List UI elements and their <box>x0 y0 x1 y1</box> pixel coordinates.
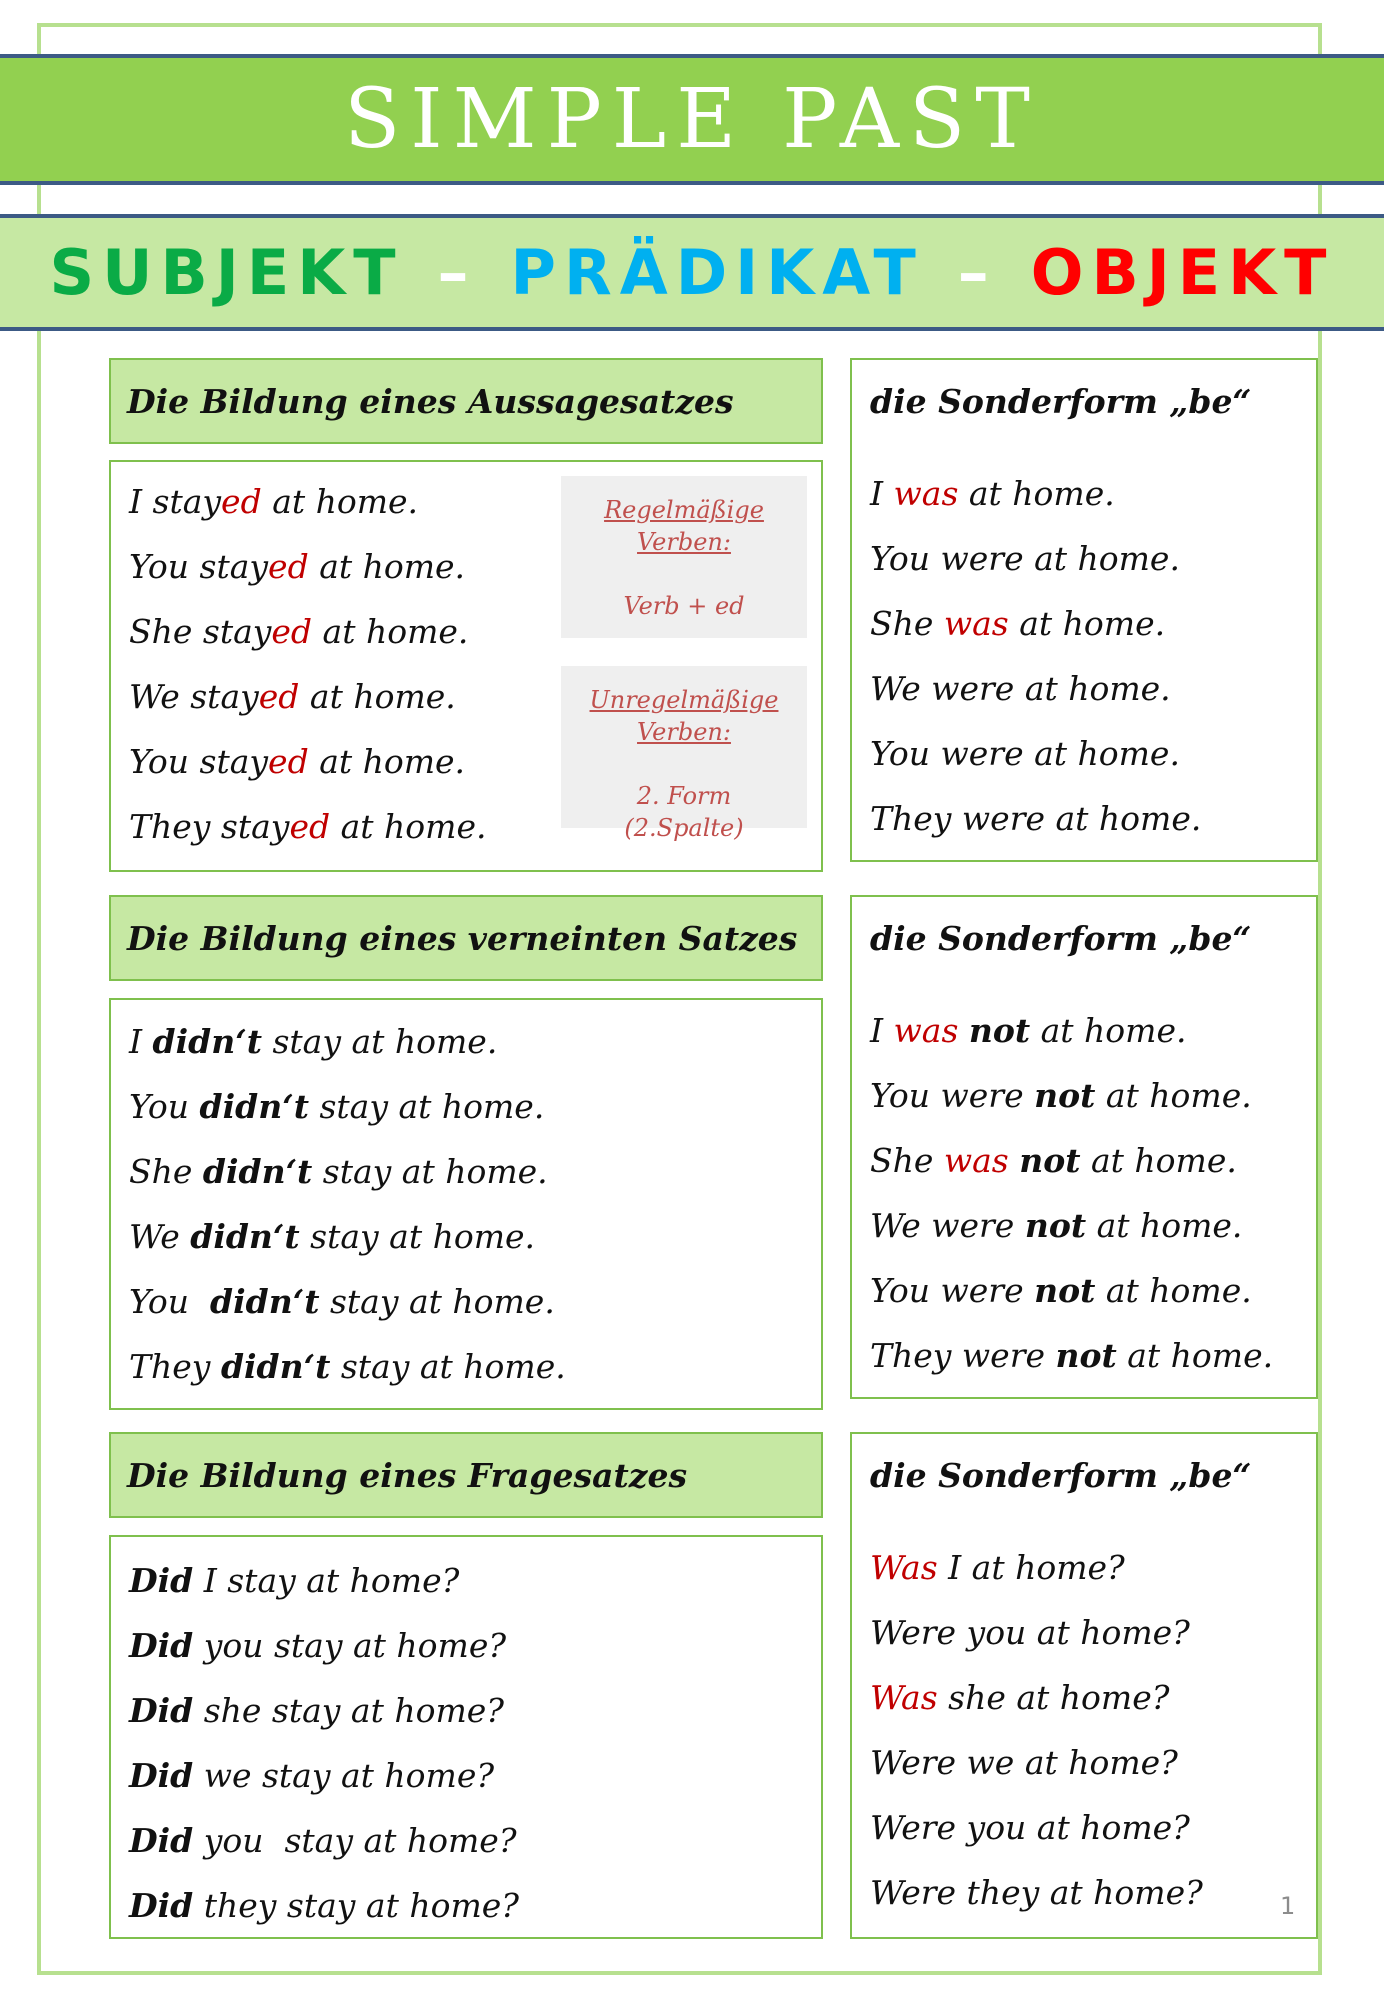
bold-keyword: didn‘t <box>152 1022 262 1061</box>
bold-keyword: not <box>1034 1271 1096 1310</box>
sentence-part: at home. <box>1095 1271 1252 1310</box>
sentence-part: She stay <box>129 612 272 651</box>
affirmative-sentence <box>129 482 418 521</box>
bold-keyword: not <box>968 1011 1031 1050</box>
question-sentence <box>129 1886 519 1925</box>
page-number: 1 <box>1280 1892 1296 1920</box>
sentence-part: stay at home. <box>299 1217 536 1256</box>
bold-keyword: not <box>1034 1076 1096 1115</box>
sentence-part: She <box>129 1152 203 1191</box>
affirmative-box <box>109 460 823 872</box>
sentence-part: You were at home. <box>870 734 1180 773</box>
negative-sentence <box>129 1022 497 1061</box>
be-affirmative-sentence <box>870 539 1180 578</box>
sentence-part: They stay <box>129 807 290 846</box>
title-banner <box>0 54 1384 185</box>
heading-question-text: Die Bildung eines Fragesatzes <box>127 1455 688 1495</box>
be-negative-sentence <box>870 1011 1187 1050</box>
sentence-part: You stay <box>129 547 269 586</box>
sentence-part: you stay at home? <box>193 1626 507 1665</box>
be-question-box <box>850 1432 1318 1939</box>
bold-keyword: Did <box>129 1626 194 1665</box>
subtitle-dash: – <box>437 236 477 309</box>
note-regular-title-2: Verben: <box>637 528 731 556</box>
affirmative-sentence <box>129 742 465 781</box>
subtitle-banner <box>0 214 1384 331</box>
sentence-part: We were at home. <box>870 669 1171 708</box>
bold-keyword: Did <box>129 1886 194 1925</box>
highlight-was: was <box>943 1141 1009 1180</box>
sentence-part: Were we at home? <box>870 1743 1178 1782</box>
be-question-sentence <box>870 1613 1190 1652</box>
question-sentence <box>129 1821 517 1860</box>
be-negative-sentence <box>870 1141 1237 1180</box>
bold-keyword: Did <box>129 1821 194 1860</box>
sentence-part: Were they at home? <box>870 1873 1203 1912</box>
bold-keyword: Did <box>129 1756 194 1795</box>
note-regular-body: Verb + ed <box>623 592 745 620</box>
sentence-part: You were <box>870 1076 1035 1115</box>
bold-keyword: didn‘t <box>210 1282 320 1321</box>
note-regular-title-1: Regelmäßige <box>604 496 764 524</box>
sentence-part: They were <box>870 1336 1056 1375</box>
heading-negative <box>109 895 823 981</box>
sentence-part: You <box>129 1087 200 1126</box>
sentence-part: at home. <box>299 677 456 716</box>
question-sentence <box>129 1691 504 1730</box>
sentence-part: They <box>129 1347 221 1386</box>
sentence-part: You stay <box>129 742 269 781</box>
sentence-part: stay at home. <box>319 1282 555 1321</box>
be-affirmative-sentence <box>870 734 1180 773</box>
note-irregular-body-1: 2. Form <box>636 782 732 810</box>
be-question-sentence <box>870 1808 1190 1847</box>
sentence-part: we stay at home? <box>193 1756 495 1795</box>
sentence-part: stay at home. <box>308 1087 545 1126</box>
highlight-was: was <box>893 1011 959 1050</box>
sentence-part: You <box>129 1282 211 1321</box>
sentence-part: you stay at home? <box>193 1821 517 1860</box>
sentence-part: I <box>129 1022 153 1061</box>
be-negative-sentence <box>870 1271 1252 1310</box>
question-sentence <box>129 1561 459 1600</box>
bold-keyword: Did <box>129 1561 194 1600</box>
sentence-part: We stay <box>129 677 259 716</box>
be-negative-heading: die Sonderform „be“ <box>870 919 1252 958</box>
sentence-part: at home. <box>1008 604 1166 643</box>
sentence-part: I <box>870 1011 894 1050</box>
sentence-part: at home. <box>308 742 466 781</box>
sentence-part: at home. <box>312 612 469 651</box>
be-affirmative-sentence <box>870 474 1115 513</box>
sentence-part: at home. <box>1095 1076 1252 1115</box>
highlight-ending: ed <box>289 807 331 846</box>
highlight-ending: ed <box>268 742 309 781</box>
negative-sentence <box>129 1282 555 1321</box>
sentence-part: at home. <box>1086 1206 1243 1245</box>
be-negative-sentence <box>870 1336 1273 1375</box>
highlight-was: was <box>893 474 959 513</box>
sentence-part: We were <box>870 1206 1025 1245</box>
subtitle-praedikat: PRÄDIKAT <box>510 236 924 309</box>
affirmative-sentence <box>129 547 465 586</box>
be-question-sentence <box>870 1548 1125 1587</box>
be-question-heading: die Sonderform „be“ <box>870 1456 1252 1495</box>
heading-affirmative-text: Die Bildung eines Aussagesatzes <box>127 381 734 421</box>
subtitle-subjekt: SUBJEKT <box>49 236 404 309</box>
highlight-ending: ed <box>258 677 300 716</box>
affirmative-sentence <box>129 677 456 716</box>
highlight-ending: ed <box>271 612 313 651</box>
bold-keyword: didn‘t <box>220 1347 331 1386</box>
sentence-part: stay at home. <box>261 1022 498 1061</box>
bold-keyword: not <box>1055 1336 1117 1375</box>
affirmative-sentence <box>129 807 486 846</box>
sentence-part: Were you at home? <box>870 1613 1190 1652</box>
sentence-part <box>1009 1141 1020 1180</box>
sentence-part: You were <box>870 1271 1035 1310</box>
highlight-was: was <box>943 604 1009 643</box>
sentence-part: she stay at home? <box>193 1691 504 1730</box>
negative-sentence <box>129 1152 548 1191</box>
sentence-part: They were at home. <box>870 799 1202 838</box>
note-regular-verbs <box>561 476 807 638</box>
sentence-part: they stay at home? <box>193 1886 519 1925</box>
subtitle-dash: – <box>957 236 997 309</box>
be-affirmative-box <box>850 358 1318 862</box>
be-affirmative-sentence <box>870 799 1201 838</box>
be-affirmative-sentence <box>870 604 1165 643</box>
sentence-part: at home. <box>1116 1336 1274 1375</box>
sentence-part: Were you at home? <box>870 1808 1190 1847</box>
highlight-ending: ed <box>268 547 309 586</box>
sentence-part: You were at home. <box>870 539 1180 578</box>
question-sentence <box>129 1756 494 1795</box>
be-affirmative-heading: die Sonderform „be“ <box>870 382 1252 421</box>
highlight-ending: ed <box>221 482 262 521</box>
sentence-part: she at home? <box>937 1678 1170 1717</box>
be-question-sentence <box>870 1678 1169 1717</box>
sentence-part: I at home? <box>937 1548 1125 1587</box>
affirmative-sentence <box>129 612 468 651</box>
sentence-part: We <box>129 1217 191 1256</box>
sentence-part: I stay at home? <box>193 1561 460 1600</box>
negative-sentence <box>129 1347 566 1386</box>
be-affirmative-sentence <box>870 669 1171 708</box>
heading-negative-text: Die Bildung eines verneinten Satzes <box>127 918 798 958</box>
sentence-part: She <box>870 604 944 643</box>
highlight-was: Was <box>870 1548 938 1587</box>
negative-box <box>109 998 823 1410</box>
bold-keyword: didn‘t <box>202 1152 313 1191</box>
note-irregular-title-2: Verben: <box>637 718 731 746</box>
sentence-part: at home. <box>308 547 466 586</box>
negative-sentence <box>129 1217 535 1256</box>
bold-keyword: not <box>1019 1141 1081 1180</box>
bold-keyword: didn‘t <box>199 1087 309 1126</box>
sentence-part: at home. <box>261 482 419 521</box>
sentence-part: I stay <box>129 482 222 521</box>
sentence-part: at home. <box>1080 1141 1237 1180</box>
question-sentence <box>129 1626 506 1665</box>
sentence-part: stay at home. <box>330 1347 566 1386</box>
heading-affirmative <box>109 358 823 444</box>
page-title: SIMPLE PAST <box>344 72 1040 167</box>
sentence-part: stay at home. <box>312 1152 548 1191</box>
highlight-was: Was <box>870 1678 938 1717</box>
sentence-part: She <box>870 1141 944 1180</box>
be-question-sentence <box>870 1873 1203 1912</box>
sentence-part <box>958 1011 969 1050</box>
be-negative-sentence <box>870 1206 1242 1245</box>
bold-keyword: didn‘t <box>190 1217 300 1256</box>
be-question-sentence <box>870 1743 1178 1782</box>
sentence-part: I <box>870 474 894 513</box>
bold-keyword: Did <box>129 1691 194 1730</box>
sentence-part: at home. <box>1030 1011 1187 1050</box>
note-irregular-body-2: (2.Spalte) <box>624 814 744 842</box>
be-negative-sentence <box>870 1076 1252 1115</box>
negative-sentence <box>129 1087 544 1126</box>
heading-question <box>109 1432 823 1518</box>
subtitle-objekt: OBJEKT <box>1030 236 1335 309</box>
be-negative-box <box>850 895 1318 1399</box>
sentence-part: at home. <box>958 474 1115 513</box>
sentence-part: at home. <box>330 807 487 846</box>
question-box <box>109 1535 823 1939</box>
bold-keyword: not <box>1024 1206 1087 1245</box>
note-irregular-verbs <box>561 666 807 842</box>
note-irregular-title-1: Unregelmäßige <box>589 686 779 714</box>
